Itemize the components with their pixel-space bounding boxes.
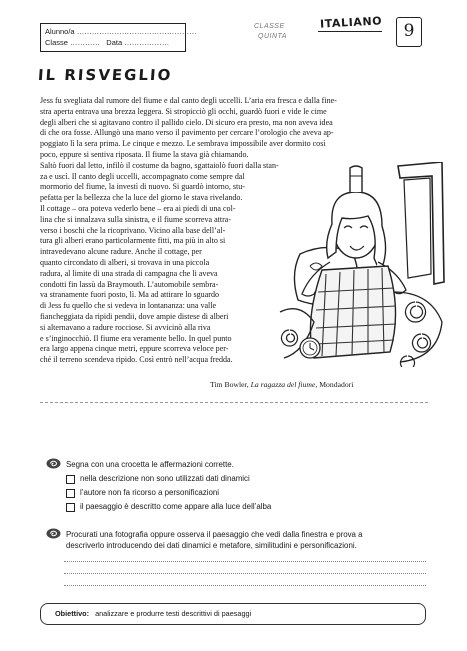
story-line: di che ora fosse. Allungò una mano verso il pavimento per cercare l’orologio che aveva ap-: [40, 128, 334, 138]
subject-underline: [318, 31, 382, 32]
learning-objective: [40, 603, 426, 625]
answer-line[interactable]: [64, 573, 426, 574]
option3-label: il paesaggio è descritto come appare alla luce dell’alba: [80, 502, 272, 511]
spiral-bullet-icon: [46, 528, 61, 539]
story-line: quanto circondato di alberi, si trovava in una piccola: [40, 257, 210, 267]
section-divider: [40, 402, 428, 403]
grade-level: [254, 22, 314, 42]
story-title: IL RISVEGLIO: [37, 66, 173, 84]
answer-line[interactable]: [64, 585, 426, 586]
subject-title: ITALIANO: [319, 14, 383, 31]
objective-label: Obiettivo:: [55, 609, 90, 618]
student-info-box: [40, 23, 197, 52]
option1-checkbox[interactable]: [66, 475, 75, 484]
story-line: poggiato lì la sera prima. Le cinque e mezzo. Le sembrava impossibile aver dormito così: [40, 139, 326, 149]
girl-waking-illustration: [270, 162, 445, 367]
exercise1-prompt: Segna con una crocetta le affermazioni corrette.: [66, 460, 234, 469]
story-line: za e uscì. Il canto degli uccelli, accompagnato come sempre dal: [40, 171, 245, 181]
story-line: va stranamente fuori posto, lì. Ma ad attirare lo sguardo: [40, 290, 219, 300]
story-line: radura, al limite di una strada di campagna che li aveva: [40, 268, 218, 278]
story-line: stra aperta entrava una brezza leggera. Si stropicciò gli occhi, guardò fuori e vide le cime: [40, 106, 327, 116]
date-label: Data: [106, 38, 123, 47]
story-line: mormorio del fiume, la investì di nuovo. Si guardò intorno, stu-: [40, 182, 245, 192]
answer-line[interactable]: [64, 561, 426, 562]
story-line: verso i boschi che la ricoprivano. Vicino alla base dell’al-: [40, 225, 226, 235]
story-line: e s’inginocchiò. Il fiume era veramente bello. In quel punto: [40, 333, 232, 343]
source-author: Tim Bowler,: [210, 380, 249, 389]
story-line: di Jess fu quello che si vedeva in lontananza: una valle: [40, 301, 217, 311]
story-line: Saltò fuori dal letto, infilò il costume da bagno, sgattaiolò fuori dalla stan-: [40, 160, 279, 170]
student-name-label: Alunno/a: [45, 27, 75, 36]
exercise2-line2: descriverlo introducendo dei dati dinamici e metafore, similitudini e personificazioni.: [66, 541, 357, 550]
source-book: La ragazza del fiume: [250, 380, 316, 389]
story-line: pefatta per la bellezza che la luce del giorno le stava rivelando.: [40, 193, 243, 203]
story-source: [210, 380, 353, 389]
exercise2-line1: Procurati una fotografia oppure osserva il paesaggio che vedi dalla finestra e prova a: [66, 530, 363, 539]
story-line: poco, eppure si sentiva riposata. Il fiume la stava già chiamando.: [40, 149, 249, 159]
class-field[interactable]: …………: [70, 38, 101, 47]
page-number-box: 9: [396, 17, 422, 47]
story-line: si alternavano a radure rocciose. Si avvicinò alla riva: [40, 322, 211, 332]
option2-label: l’autore non fa ricorso a personificazioni: [80, 488, 220, 497]
date-field[interactable]: ………………: [124, 38, 170, 47]
story-line: ché il terreno scendeva ripido. Così entrò nell’acqua fredda.: [40, 355, 233, 365]
spiral-bullet-icon: [46, 458, 61, 469]
story-line: fiancheggiata da ripidi pendii, dove ampie distese di alberi: [40, 311, 229, 321]
class-label: Classe: [45, 38, 68, 47]
option3-checkbox[interactable]: [66, 503, 75, 512]
option1-label: nella descrizione non sono utilizzati dati dinamici: [80, 474, 250, 483]
objective-text: analizzare e produrre testi descrittivi di paesaggi: [95, 609, 252, 618]
grade-level-line1: CLASSE: [254, 23, 285, 30]
student-name-field[interactable]: …………………………………………: [76, 27, 197, 36]
class-date-row: [45, 37, 181, 48]
grade-level-line2: QUINTA: [258, 33, 287, 40]
source-publisher: , Mondadori: [315, 380, 354, 389]
story-line: lina che si innalzava sulla sinistra, e il fiume scorreva attra-: [40, 214, 232, 224]
story-line: tura gli alberi erano particolarmente fitti, ma più in alto si: [40, 236, 226, 246]
story-line: Il cottage – ora poteva vederlo bene – era ai piedi di una col-: [40, 203, 236, 213]
student-name-row: [45, 26, 197, 37]
story-line: era largo appena cinque metri, eppure scorreva veloce per-: [40, 344, 229, 354]
story-line: Jess fu svegliata dal rumore del fiume e dal canto degli uccelli. L’aria era fresca e dalla fine-: [40, 96, 337, 105]
story-line: intravedevano alcune radure. Anche il cottage, per: [40, 247, 202, 257]
story-line: degli alberi che si agitavano contro il pallido cielo. Di sicuro era presto, ma non aveva idea: [40, 117, 333, 127]
option2-checkbox[interactable]: [66, 489, 75, 498]
story-line: condotti fin lassù da Braymouth. L’automobile sembra-: [40, 279, 219, 289]
